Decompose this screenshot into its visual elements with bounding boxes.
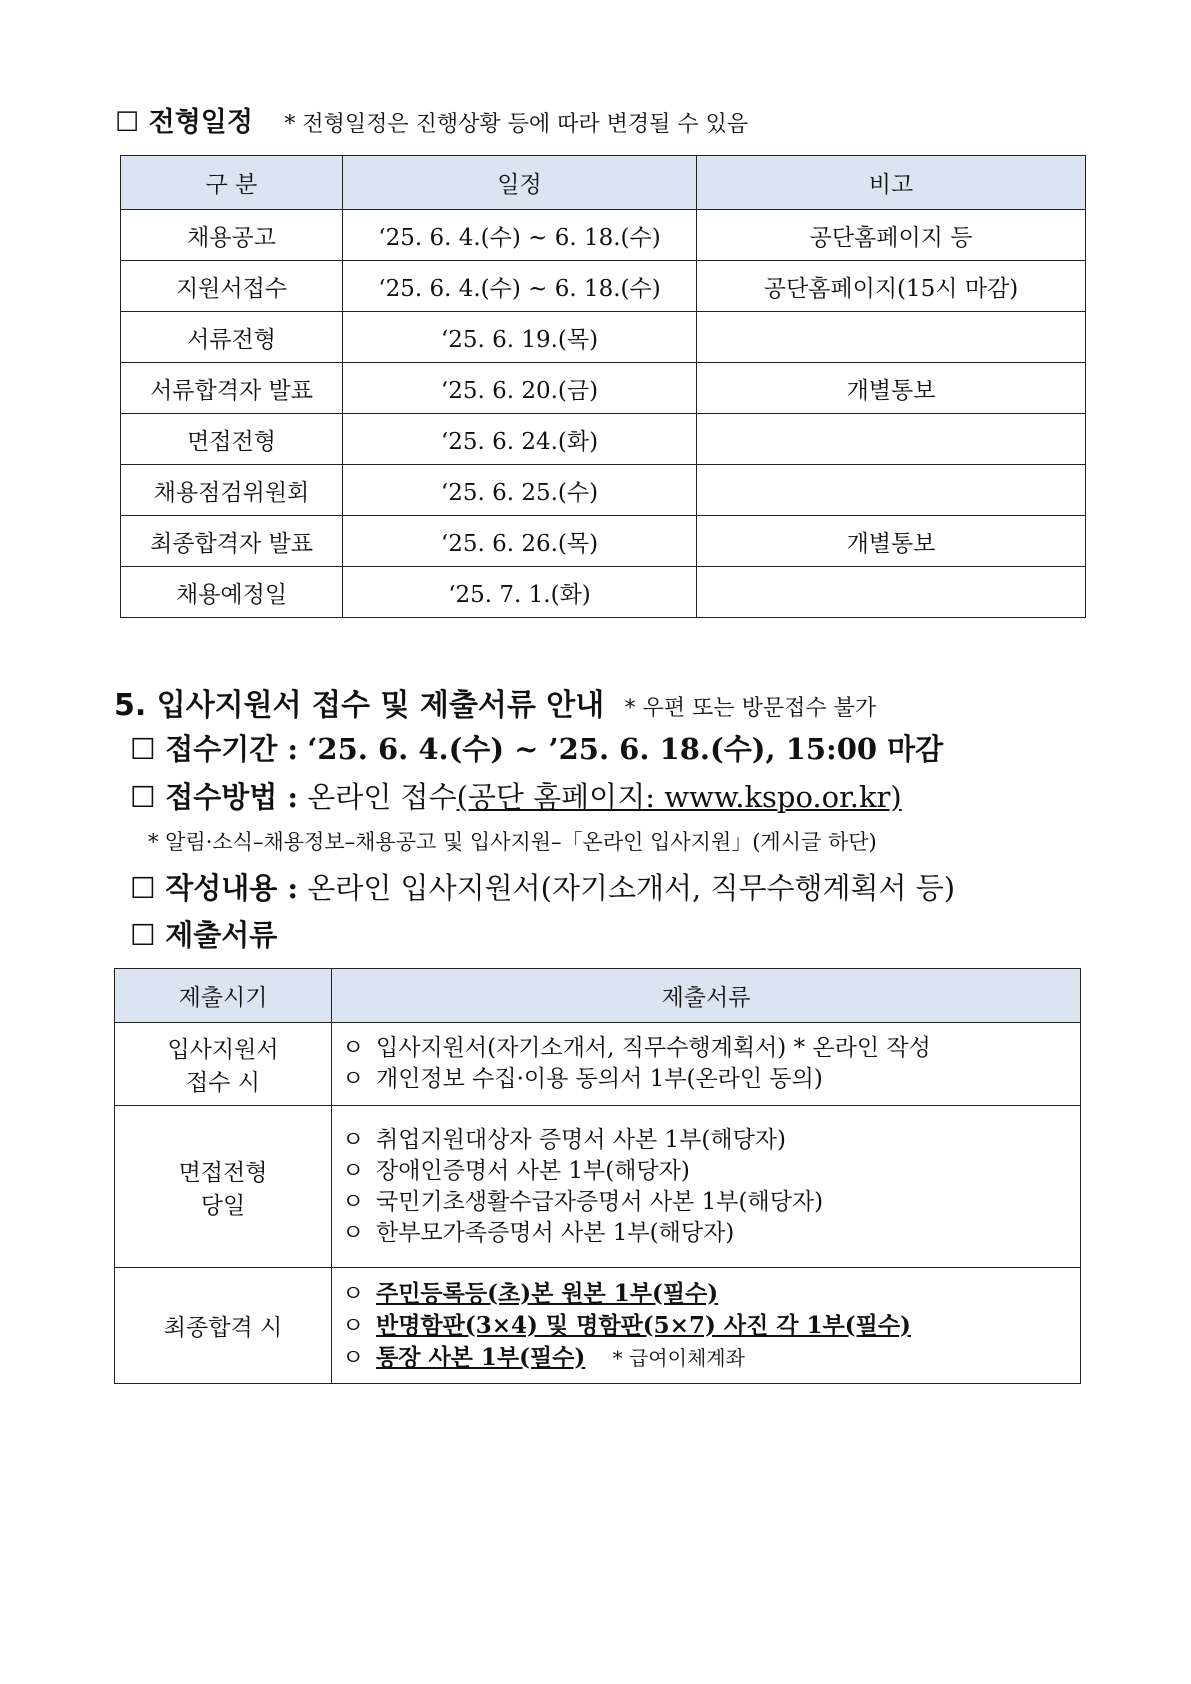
table-row	[115, 1023, 1081, 1106]
bullet-icon: ㅇ	[342, 1312, 365, 1339]
table-row	[121, 312, 1086, 363]
doc-text: 반명함판(3×4) 및 명함판(5×7) 사진 각 1부(필수)	[376, 1311, 911, 1339]
stage-cell: 지원서접수	[121, 261, 343, 312]
schedule-table	[120, 155, 1086, 618]
checkbox-icon: ☐	[130, 732, 156, 766]
remark-cell	[697, 414, 1086, 465]
checkbox-icon: ☐	[130, 780, 156, 814]
remark-cell: 공단홈페이지 등	[697, 210, 1086, 261]
remark-cell: 개별통보	[697, 363, 1086, 414]
doc-note: * 급여이체계좌	[612, 1345, 745, 1370]
item-content-value: 온라인 입사지원서(자기소개서, 직무수행계획서 등)	[307, 871, 956, 905]
doc-text: 주민등록등(초)본 원본 1부(필수)	[376, 1279, 719, 1307]
bullet-icon: ㅇ	[342, 1157, 365, 1184]
checkbox-icon: ☐	[115, 107, 140, 138]
homepage-link[interactable]: (공단 홈페이지: www.kspo.or.kr)	[456, 780, 902, 814]
bullet-icon: ㅇ	[342, 1188, 365, 1215]
schedule-heading	[115, 100, 748, 139]
table-row	[121, 465, 1086, 516]
list-item	[342, 1187, 1080, 1218]
documents-cell	[332, 1268, 1081, 1384]
header-stage: 구 분	[121, 156, 343, 210]
section5-title: 5. 입사지원서 접수 및 제출서류 안내	[114, 688, 605, 723]
remark-cell: 공단홈페이지(15시 마감)	[697, 261, 1086, 312]
stage-cell: 서류합격자 발표	[121, 363, 343, 414]
table-row	[121, 516, 1086, 567]
documents-cell	[332, 1106, 1081, 1268]
bullet-icon: ㅇ	[342, 1066, 365, 1092]
submit-time-cell	[115, 1106, 332, 1268]
submit-time-cell	[115, 1268, 332, 1384]
list-item	[342, 1218, 1080, 1249]
documents-table-header	[115, 969, 1081, 1023]
item-period-label: 접수기간 :	[165, 732, 299, 766]
list-item	[342, 1278, 1080, 1310]
stage-cell: 채용예정일	[121, 567, 343, 618]
submit-time-cell	[115, 1023, 332, 1106]
item-content-label: 작성내용 :	[165, 871, 299, 905]
remark-cell	[697, 465, 1086, 516]
list-item	[342, 1125, 1080, 1156]
doc-text: 개인정보 수집·이용 동의서 1부(온라인 동의)	[376, 1066, 823, 1092]
list-item	[342, 1342, 1080, 1374]
bullet-icon: ㅇ	[342, 1344, 365, 1371]
documents-table	[114, 968, 1081, 1384]
table-row	[121, 567, 1086, 618]
date-cell: ‘25. 6. 4.(수) ~ 6. 18.(수)	[343, 210, 697, 261]
doc-text: 입사지원서(자기소개서, 직무수행계획서) * 온라인 작성	[376, 1035, 931, 1061]
documents-cell	[332, 1023, 1081, 1106]
schedule-table-header	[121, 156, 1086, 210]
doc-text: 한부모가족증명서 사본 1부(해당자)	[376, 1219, 735, 1246]
section5-note: * 우편 또는 방문접수 불가	[624, 696, 877, 721]
schedule-heading-title: 전형일정	[148, 107, 253, 138]
item-method-value: 온라인 접수	[307, 780, 457, 814]
table-row	[121, 210, 1086, 261]
item-content	[130, 866, 955, 907]
remark-cell	[697, 312, 1086, 363]
date-cell: ‘25. 6. 25.(수)	[343, 465, 697, 516]
list-item	[342, 1033, 1080, 1064]
date-cell: ‘25. 7. 1.(화)	[343, 567, 697, 618]
stage-cell: 채용점검위원회	[121, 465, 343, 516]
doc-text: 취업지원대상자 증명서 사본 1부(해당자)	[376, 1126, 787, 1153]
table-row	[115, 1268, 1081, 1384]
date-cell: ‘25. 6. 19.(목)	[343, 312, 697, 363]
submit-time-line: 면접전형	[178, 1159, 268, 1186]
table-row	[121, 414, 1086, 465]
header-submit-time: 제출시기	[115, 969, 332, 1023]
item-period	[130, 727, 943, 768]
checkbox-icon: ☐	[130, 918, 156, 952]
table-row	[121, 363, 1086, 414]
remark-cell	[697, 567, 1086, 618]
bullet-icon: ㅇ	[342, 1035, 365, 1061]
table-row	[121, 261, 1086, 312]
remark-cell: 개별통보	[697, 516, 1086, 567]
item-method	[130, 775, 902, 816]
table-row	[115, 1106, 1081, 1268]
submit-time-line: 최종합격 시	[163, 1315, 283, 1341]
stage-cell: 최종합격자 발표	[121, 516, 343, 567]
submit-time-line: 접수 시	[186, 1070, 260, 1096]
header-date: 일정	[343, 156, 697, 210]
date-cell: ‘25. 6. 4.(수) ~ 6. 18.(수)	[343, 261, 697, 312]
date-cell: ‘25. 6. 24.(화)	[343, 414, 697, 465]
list-item	[342, 1310, 1080, 1342]
submit-time-line: 입사지원서	[167, 1037, 279, 1063]
item-method-label: 접수방법 :	[165, 780, 299, 814]
method-sub-note: * 알림·소식–채용정보–채용공고 및 입사지원–「온라인 입사지원」(게시글 하단)	[148, 830, 877, 854]
stage-cell: 면접전형	[121, 414, 343, 465]
checkbox-icon: ☐	[130, 871, 156, 905]
date-cell: ‘25. 6. 20.(금)	[343, 363, 697, 414]
header-remark: 비고	[697, 156, 1086, 210]
doc-text: 통장 사본 1부(필수)	[376, 1343, 586, 1371]
bullet-icon: ㅇ	[342, 1219, 365, 1246]
stage-cell: 서류전형	[121, 312, 343, 363]
section5-heading	[114, 680, 876, 724]
header-documents: 제출서류	[332, 969, 1081, 1023]
list-item	[342, 1064, 1080, 1095]
date-cell: ‘25. 6. 26.(목)	[343, 516, 697, 567]
item-period-value: ‘25. 6. 4.(수) ~ ’25. 6. 18.(수), 15:00 마감	[307, 732, 944, 766]
item-documents	[130, 913, 277, 954]
doc-text: 국민기초생활수급자증명서 사본 1부(해당자)	[376, 1188, 824, 1215]
item-documents-label: 제출서류	[165, 918, 278, 952]
submit-time-line: 당일	[200, 1192, 246, 1219]
bullet-icon: ㅇ	[342, 1126, 365, 1153]
bullet-icon: ㅇ	[342, 1280, 365, 1307]
list-item	[342, 1156, 1080, 1187]
stage-cell: 채용공고	[121, 210, 343, 261]
schedule-heading-note: * 전형일정은 진행상황 등에 따라 변경될 수 있음	[284, 112, 749, 137]
doc-text: 장애인증명서 사본 1부(해당자)	[376, 1157, 690, 1184]
